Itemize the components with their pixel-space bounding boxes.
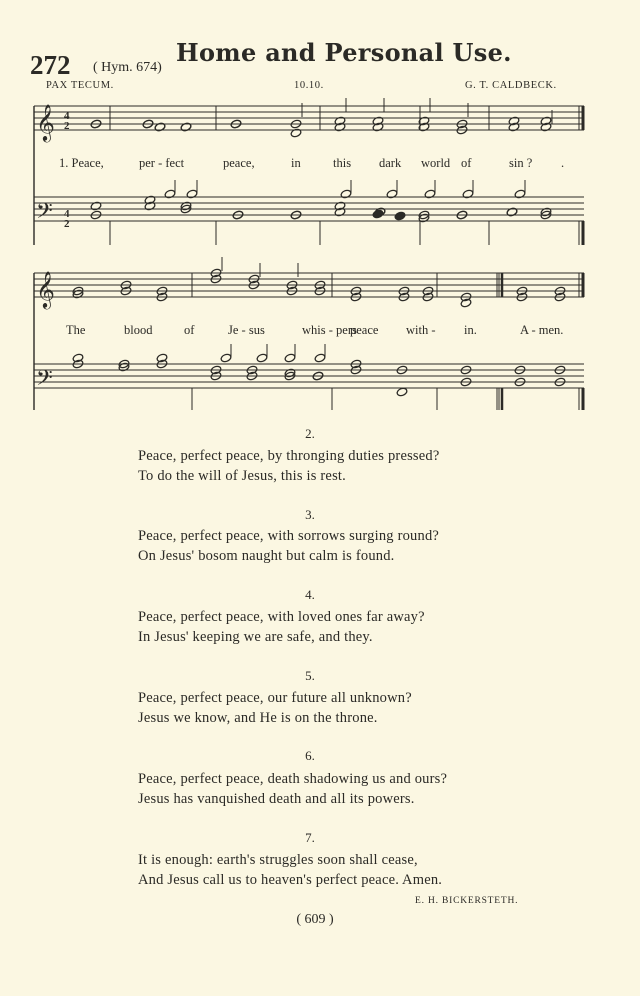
- verse-line: Peace, perfect peace, our future all unknown?: [138, 690, 412, 706]
- lyric-syllable: of: [184, 323, 195, 337]
- lyric-syllable: A - men.: [520, 323, 564, 337]
- lyric-syllable: per - fect: [139, 156, 185, 170]
- lyric-syllable: blood: [124, 323, 153, 337]
- verse-line: Peace, perfect peace, with sorrows surging round?: [138, 528, 440, 544]
- verse-line: And Jesus call us to heaven's perfect peace. Amen.: [138, 872, 443, 888]
- time-signature: 4 2: [64, 208, 70, 230]
- lyric-syllable: peace: [350, 323, 379, 337]
- stanza-number: 4.: [305, 587, 315, 602]
- lyric-syllable: 1. Peace,: [59, 156, 104, 170]
- note-head: [394, 211, 406, 221]
- section-title: Home and Personal Use.: [176, 38, 512, 67]
- stanza-number: 5.: [305, 668, 315, 683]
- verse-line: In Jesus' keeping we are safe, and they.: [138, 629, 373, 645]
- lyric-syllable: in: [291, 156, 301, 170]
- treble-clef-icon: 𝄞: [36, 103, 55, 141]
- lyric-syllable: of: [461, 156, 472, 170]
- verse-line: Peace, perfect peace, death shadowing us and ours?: [138, 771, 448, 787]
- hymn-number: 272: [30, 50, 71, 80]
- note-head: [284, 353, 296, 363]
- bass-clef-icon: 𝄢: [36, 199, 53, 229]
- verse-line: It is enough: earth's struggles soon shall cease,: [138, 852, 418, 868]
- lyric-syllable: .: [561, 156, 565, 170]
- treble-clef-icon: 𝄞: [36, 270, 55, 308]
- verse-line: On Jesus' bosom naught but calm is found.: [138, 548, 395, 564]
- verse-line: Peace, perfect peace, with loved ones far away?: [138, 609, 425, 625]
- lyric-syllable: dark: [379, 156, 402, 170]
- verse-line: Peace, perfect peace, by thronging duties pressed?: [138, 448, 440, 464]
- note-head: [256, 353, 268, 363]
- page-number: ( 609 ): [296, 912, 334, 927]
- verse-line: Jesus we know, and He is on the throne.: [138, 710, 378, 726]
- meter: 10.10.: [294, 80, 324, 91]
- author-credit: E. H. BICKERSTETH.: [415, 896, 519, 906]
- note-head: [396, 387, 408, 397]
- stanza-number: 7.: [305, 830, 315, 845]
- stanza-number: 2.: [305, 426, 315, 441]
- note-head: [372, 209, 384, 219]
- lyric-syllable: whis - pers: [302, 323, 357, 337]
- lyric-syllable: sin ?: [509, 156, 533, 170]
- verse-line: Jesus has vanquished death and all its powers.: [138, 791, 415, 807]
- hymn-reference: ( Hym. 674): [93, 60, 162, 75]
- note-head: [314, 353, 326, 363]
- lyric-syllable: in.: [464, 323, 477, 337]
- lyric-syllable: The: [66, 323, 86, 337]
- lyric-syllable: with -: [406, 323, 436, 337]
- time-signature: 4 2: [64, 110, 70, 132]
- score-svg: [0, 0, 640, 410]
- composer: G. T. CALDBECK.: [465, 80, 557, 91]
- stanza-number: 3.: [305, 507, 315, 522]
- bass-clef-icon: 𝄢: [36, 366, 53, 396]
- lyric-syllable: this: [333, 156, 352, 170]
- verse-line: To do the will of Jesus, this is rest.: [138, 468, 346, 484]
- tune-name: PAX TECUM.: [46, 80, 114, 91]
- lyric-syllable: Je - sus: [228, 323, 265, 337]
- lyric-syllable: peace,: [223, 156, 255, 170]
- note-head: [220, 353, 232, 363]
- lyric-syllable: world: [421, 156, 451, 170]
- stanza-number: 6.: [305, 748, 315, 763]
